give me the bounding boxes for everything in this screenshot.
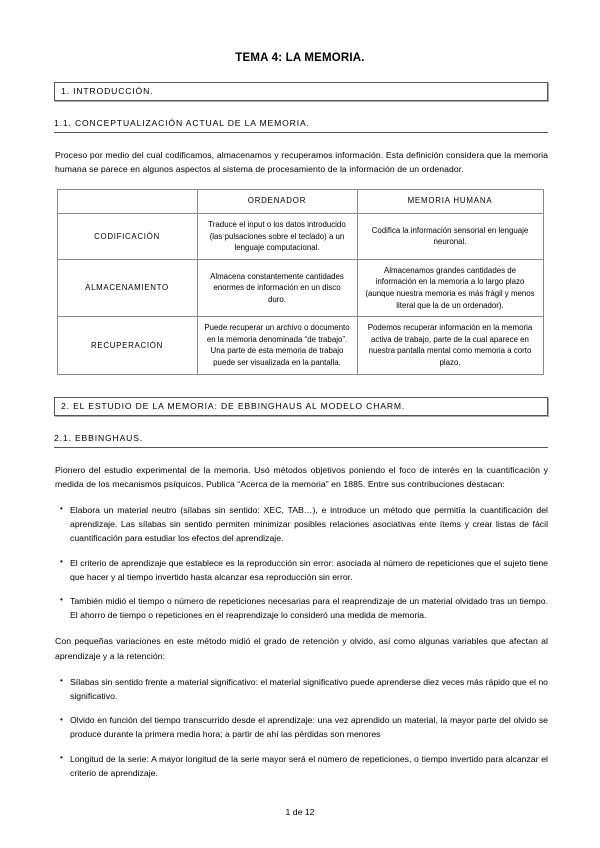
table-header-row [57, 190, 543, 214]
comparison-table [57, 189, 544, 374]
table-header-ordenador: ORDENADOR [197, 190, 357, 214]
section-heading-1: 1. INTRODUCCIÓN. [54, 82, 548, 101]
table-row [57, 214, 543, 260]
page-title: TEMA 4: LA MEMORIA. [235, 52, 365, 64]
list-item: • Olvido en función del tiempo transcurrido desde el aprendizaje: una vez aprendido un material, la mayor parte del olvido se produce durante la primera media hora; a partir de ahí las pérdidas son menores [55, 713, 548, 741]
paragraph-variables-intro: Con pequeñas variaciones en este método midió el grado de retención y olvido, así como algunas variables que afectan al aprendizaje y a la retención: [55, 636, 548, 661]
table-header-blank [57, 190, 197, 214]
list-item: • Longitud de la serie: A mayor longitud de la serie mayor será el número de repeticiones, o tiempo invertido para alcanzar el criterio de aprendizaje. [55, 752, 548, 780]
table-cell-recuperacion-ordenador: Puede recuperar un archivo o documento en la memoria denominada “de trabajo”. Una parte de esta memoria de trabajo puede ser visualizada en la pantalla. [197, 317, 357, 374]
paragraph-intro-memoria: Proceso por medio del cual codificamos, almacenamos y recuperamos información. Esta definición considera que la memoria humana se parece en algunos aspectos al sistema de procesamiento de la información de un ordenador. [55, 150, 548, 175]
table-row-label-recuperacion: RECUPERACIÓN [57, 317, 197, 374]
subsection-heading-2-1: 2.1. EBBINGHAUS. [54, 432, 548, 448]
list-item: • También midió el tiempo o número de repeticiones necesarias para el reaprendizaje de un material olvidado tras un tiempo. El ahorro de tiempo o repeticiones en el reaprendizaje lo consideró una medida de memoria. [55, 594, 548, 622]
table-cell-almacenamiento-ordenador: Almacena constantemente cantidades enormes de información en un disco duro. [197, 259, 357, 316]
table-row [57, 317, 543, 374]
page-footer: 1 de 12 [285, 807, 315, 817]
section-heading-2: 2. EL ESTUDIO DE LA MEMORIA: DE EBBINGHAUS AL MODELO CHARM. [54, 397, 548, 416]
table-header-memoria-humana: MEMORIA HUMANA [357, 190, 543, 214]
list-item: • El criterio de aprendizaje que establece es la reproducción sin error: asociada al número de repeticiones que el sujeto tiene que hacer y al tiempo invertido hasta alcanzar esa reproducción sin error. [55, 556, 548, 584]
list-item: • Sílabas sin sentido frente a material significativo: el material significativo puede aprenderse diez veces más rápido que el no significativo. [55, 675, 548, 703]
subsection-heading-1-1: 1.1. CONCEPTUALIZACIÓN ACTUAL DE LA MEMORIA. [54, 117, 548, 133]
list-item: • Elabora un material neutro (sílabas sin sentido: XEC, TAB…), e introduce un método que permitía la cuantificación del aprendizaje. Las sílabas sin sentido permiten minimizar posibles relaciones asociativas ente ítems y crear listas de fácil cuantificación para estudiar los efectos del aprendizaje. [55, 503, 548, 546]
table-row-label-codificacion: CODIFICACIÓN [57, 214, 197, 260]
table-row [57, 259, 543, 316]
table-cell-codificacion-ordenador: Traduce el input o los datos introducido (las pulsaciones sobre el teclado) a un lenguaje computacional. [197, 214, 357, 260]
paragraph-ebbinghaus-intro: Pionero del estudio experimental de la memoria. Usó métodos objetivos poniendo el foco de interés en la cuantificación y medida de los mecanismos psíquicos. Publica “Acerca de la memoria” en 1885. Entre sus contribuciones destacan: [55, 464, 548, 489]
table-row-label-almacenamiento: ALMACENAMIENTO [57, 259, 197, 316]
table-cell-codificacion-memoria: Codifica la información sensorial en lenguaje neuronal. [357, 214, 543, 260]
contributions-list [55, 503, 548, 622]
table-cell-recuperacion-memoria: Podemos recuperar información en la memoria activa de trabajo, parte de la cual aparece en nuestra pantalla mental como memoria a corto plazo. [357, 317, 543, 374]
variables-list [55, 675, 548, 780]
table-cell-almacenamiento-memoria: Almacenamos grandes cantidades de información en la memoria a lo largo plazo (aunque nuestra memoria es más frágil y menos literal que la de un ordenador). [357, 259, 543, 316]
